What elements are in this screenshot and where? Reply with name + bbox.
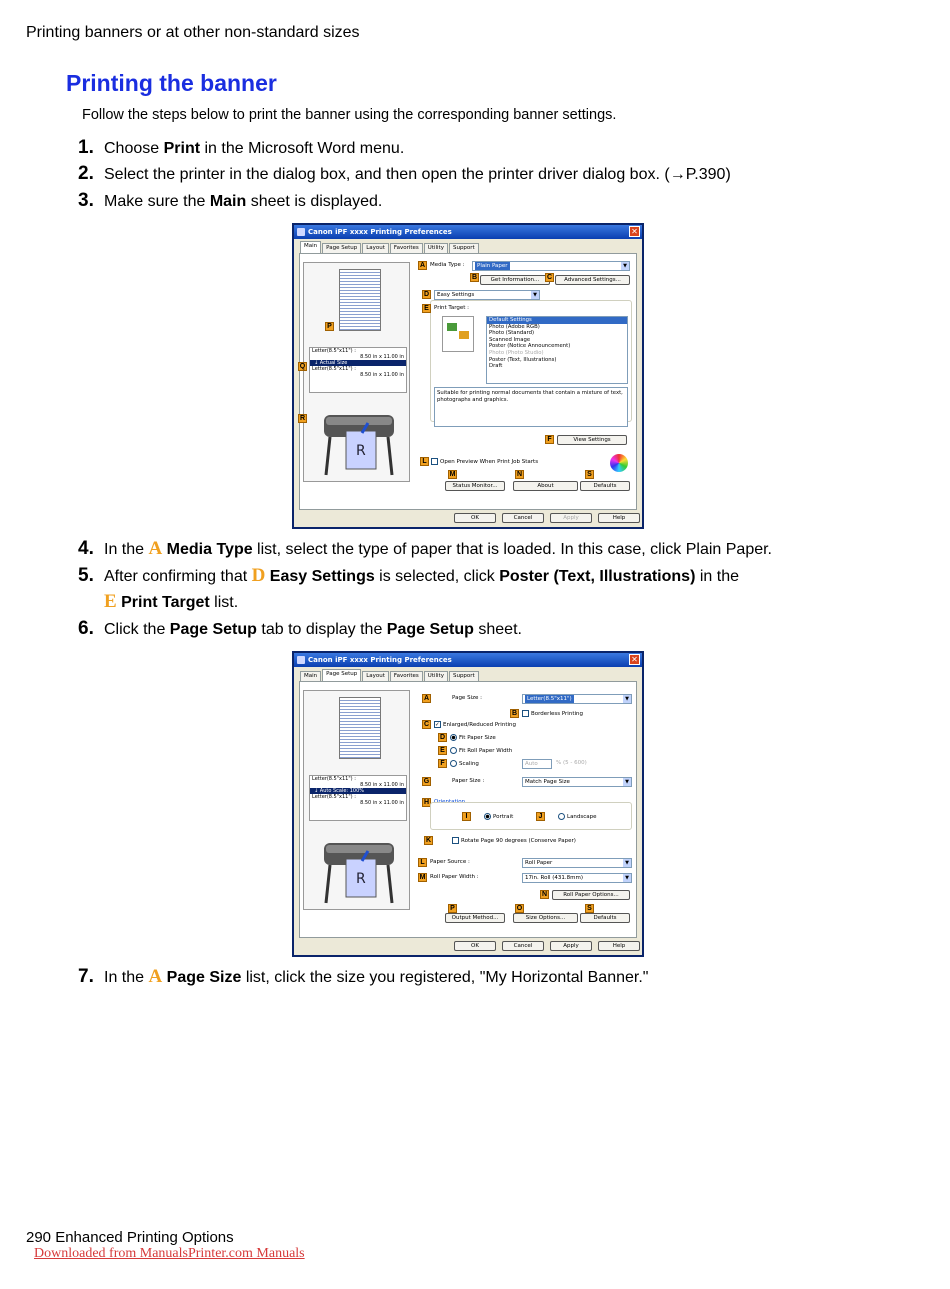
callout-L: L: [420, 457, 429, 466]
page-preview: [339, 269, 381, 331]
callout-D: D: [423, 291, 430, 298]
source-link[interactable]: Downloaded from ManualsPrinter.com Manuals: [34, 1246, 305, 1261]
callout-B: B: [471, 274, 478, 281]
target-thumbnail: [442, 316, 474, 352]
printer-illustration: [316, 403, 402, 479]
get-information-button[interactable]: Get Information...: [480, 275, 550, 285]
printer-icon: [297, 656, 305, 664]
ok-button[interactable]: OK: [454, 941, 496, 951]
callout-Q: Q: [299, 363, 306, 370]
callout-I: I: [462, 812, 471, 821]
about-button[interactable]: About: [513, 481, 578, 491]
list-item[interactable]: Poster (Notice Announcement): [489, 343, 571, 350]
orientation-heading: Orientation: [434, 799, 466, 805]
list-item[interactable]: Default Settings: [487, 317, 627, 324]
chevron-down-icon: ▼: [621, 262, 629, 270]
printing-preferences-dialog-main: [292, 223, 644, 529]
size-summary: Letter(8.5"x11") : 8.50 in x 11.00 in ↓ Auto Scale: 100% Letter(8.5"x11") : 8.50 in x 11.00 in: [309, 775, 407, 821]
output-method-button[interactable]: Output Method...: [445, 913, 505, 923]
close-icon[interactable]: ✕: [629, 654, 640, 665]
chevron-down-icon: ▼: [623, 695, 631, 703]
cancel-button[interactable]: Cancel: [502, 513, 544, 523]
scaling-input[interactable]: Auto: [522, 759, 552, 769]
chevron-down-icon: ▼: [531, 291, 539, 299]
tab-strip: [300, 671, 480, 681]
callout-S: S: [585, 470, 594, 479]
callout-R: R: [299, 415, 306, 422]
printer-illustration: [316, 831, 402, 907]
svg-text:R: R: [356, 443, 366, 459]
size-options-button[interactable]: Size Options...: [513, 913, 578, 923]
callout-M: M: [419, 874, 426, 881]
scale-bar: ↓ Auto Scale: 100%: [310, 788, 406, 794]
roll-width-select[interactable]: 17in. Roll (431.8mm) ▼: [522, 873, 632, 883]
callout-A: A: [419, 262, 426, 269]
callout-P: P: [325, 322, 334, 331]
callout-S: S: [585, 904, 594, 913]
list-item[interactable]: Draft: [489, 363, 503, 370]
step-6: 6. Click the Page Setup tab to display the Page Setup sheet.: [78, 618, 522, 639]
callout-H: H: [423, 799, 430, 806]
tab-strip: [300, 243, 480, 253]
cancel-button[interactable]: Cancel: [502, 941, 544, 951]
advanced-settings-button[interactable]: Advanced Settings...: [555, 275, 630, 285]
view-settings-button[interactable]: View Settings: [557, 435, 627, 445]
color-wheel-icon: [610, 454, 628, 472]
tab-utility[interactable]: Utility: [424, 671, 448, 681]
step-3: 3. Make sure the Main sheet is displayed.: [78, 190, 383, 211]
paper-size-select[interactable]: Match Page Size ▼: [522, 777, 632, 787]
scaling-radio[interactable]: Scaling: [450, 760, 479, 767]
scale-bar: ↓ Actual Size: [310, 360, 406, 366]
step-5-continued: E Print Target list.: [104, 591, 239, 612]
settings-preview: [303, 262, 410, 482]
tab-main[interactable]: Main: [300, 241, 321, 253]
settings-preview: [303, 690, 410, 910]
callout-M: M: [449, 471, 456, 478]
size-summary: Letter(8.5"x11") : 8.50 in x 11.00 in ↓ Actual Size Letter(8.5"x11") : 8.50 in x 11.00 in: [309, 347, 407, 393]
chevron-down-icon: ▼: [623, 874, 631, 882]
list-item[interactable]: Poster (Text, Illustrations): [489, 356, 557, 363]
target-description: Suitable for printing normal documents that contain a mixture of text, photographs and graphics.: [434, 387, 628, 427]
svg-text:R: R: [356, 871, 366, 887]
callout-O: O: [516, 905, 523, 912]
tab-favorites[interactable]: Favorites: [390, 671, 423, 681]
page-footer: 290 Enhanced Printing Options: [26, 1229, 234, 1246]
step-5: 5. After confirming that D Easy Settings is selected, click Poster (Text, Illustrations) in the: [78, 565, 739, 586]
chevron-down-icon: ▼: [623, 859, 631, 867]
tab-layout[interactable]: Layout: [362, 243, 389, 253]
callout-E: E: [422, 304, 431, 313]
help-button[interactable]: Help: [598, 513, 640, 523]
apply-button[interactable]: Apply: [550, 513, 592, 523]
step-2: 2. Select the printer in the dialog box, and then open the printer driver dialog box. (→P.390): [78, 163, 731, 184]
close-icon[interactable]: ✕: [629, 226, 640, 237]
tab-layout[interactable]: Layout: [362, 671, 389, 681]
callout-F: F: [438, 759, 447, 768]
tab-support[interactable]: Support: [449, 671, 479, 681]
step-1: 1. Choose Print in the Microsoft Word menu.: [78, 137, 405, 158]
chevron-down-icon: ▼: [623, 778, 631, 786]
callout-D: D: [439, 734, 446, 741]
callout-J: J: [536, 812, 545, 821]
status-monitor-button[interactable]: Status Monitor...: [445, 481, 505, 491]
roll-paper-options-button[interactable]: Roll Paper Options...: [552, 890, 630, 900]
tab-utility[interactable]: Utility: [424, 243, 448, 253]
roll-width-label: Roll Paper Width :: [430, 874, 479, 880]
media-type-label: Media Type :: [430, 262, 465, 268]
printing-preferences-dialog-page-setup: [292, 651, 644, 957]
callout-B: B: [511, 710, 518, 717]
easy-settings-select[interactable]: Easy Settings ▼: [434, 290, 540, 300]
enlarged-checkbox[interactable]: ✓ Enlarged/Reduced Printing: [435, 722, 516, 728]
step-4: 4. In the A Media Type list, select the type of paper that is loaded. In this case, click Plain Paper.: [78, 538, 772, 559]
tab-support[interactable]: Support: [449, 243, 479, 253]
tab-page-setup[interactable]: Page Setup: [322, 243, 361, 253]
page-setup-sheet: [299, 681, 637, 938]
callout-C: C: [546, 274, 553, 281]
print-target-label: Print Target :: [434, 305, 470, 311]
page-size-select[interactable]: Letter(8.5"x11") ▼: [522, 694, 632, 704]
dialog-title-bar: Canon iPF xxxx Printing Preferences ✕: [294, 225, 642, 239]
paper-source-select[interactable]: Roll Paper ▼: [522, 858, 632, 868]
page-size-label: Page Size :: [452, 695, 482, 701]
scaling-range: % (5 - 600): [556, 760, 587, 766]
rotate-page-checkbox[interactable]: Rotate Page 90 degrees (Conserve Paper): [452, 837, 576, 844]
ok-button[interactable]: OK: [454, 513, 496, 523]
callout-C: C: [423, 721, 430, 728]
paper-size-label: Paper Size :: [452, 778, 485, 784]
defaults-button[interactable]: Defaults: [580, 913, 630, 923]
printer-icon: [297, 228, 305, 236]
tab-page-setup[interactable]: Page Setup: [322, 669, 361, 681]
list-item[interactable]: Photo (Adobe RGB): [489, 323, 540, 330]
borderless-checkbox[interactable]: Borderless Printing: [522, 710, 583, 717]
landscape-radio[interactable]: Landscape: [558, 813, 597, 820]
dialog-title-bar: Canon iPF xxxx Printing Preferences ✕: [294, 653, 642, 667]
help-button[interactable]: Help: [598, 941, 640, 951]
running-header: Printing banners or at other non-standard sizes: [26, 24, 360, 41]
list-item[interactable]: Photo (Photo Studio): [489, 349, 544, 356]
orientation-group: [430, 802, 632, 830]
apply-button[interactable]: Apply: [550, 941, 592, 951]
page-preview: [339, 697, 381, 759]
callout-K: K: [425, 837, 432, 844]
portrait-radio[interactable]: Portrait: [484, 813, 513, 820]
callout-G: G: [423, 778, 430, 785]
callout-P: P: [448, 904, 457, 913]
callout-F: F: [545, 435, 554, 444]
main-sheet: [299, 253, 637, 510]
callout-L: L: [418, 858, 427, 867]
list-item[interactable]: Scanned Image: [489, 336, 531, 343]
paper-source-label: Paper Source :: [430, 859, 470, 865]
fit-paper-size-radio[interactable]: Fit Paper Size: [450, 734, 496, 741]
open-preview-checkbox[interactable]: Open Preview When Print Job Starts: [431, 458, 538, 465]
list-item[interactable]: Photo (Standard): [489, 330, 535, 337]
callout-N: N: [516, 471, 523, 478]
callout-A: A: [423, 695, 430, 702]
tab-main[interactable]: Main: [300, 671, 321, 681]
section-title: Printing the banner: [66, 70, 277, 96]
fit-roll-width-radio[interactable]: Fit Roll Paper Width: [450, 747, 512, 754]
callout-N: N: [541, 891, 548, 898]
callout-E: E: [438, 746, 447, 755]
tab-favorites[interactable]: Favorites: [390, 243, 423, 253]
step-7: 7. In the A Page Size list, click the size you registered, "My Horizontal Banner.": [78, 966, 649, 987]
intro-text: Follow the steps below to print the banner using the corresponding banner settings.: [82, 107, 617, 123]
defaults-button[interactable]: Defaults: [580, 481, 630, 491]
print-target-list[interactable]: [486, 316, 628, 384]
media-type-select[interactable]: Plain Paper ▼: [472, 261, 630, 271]
